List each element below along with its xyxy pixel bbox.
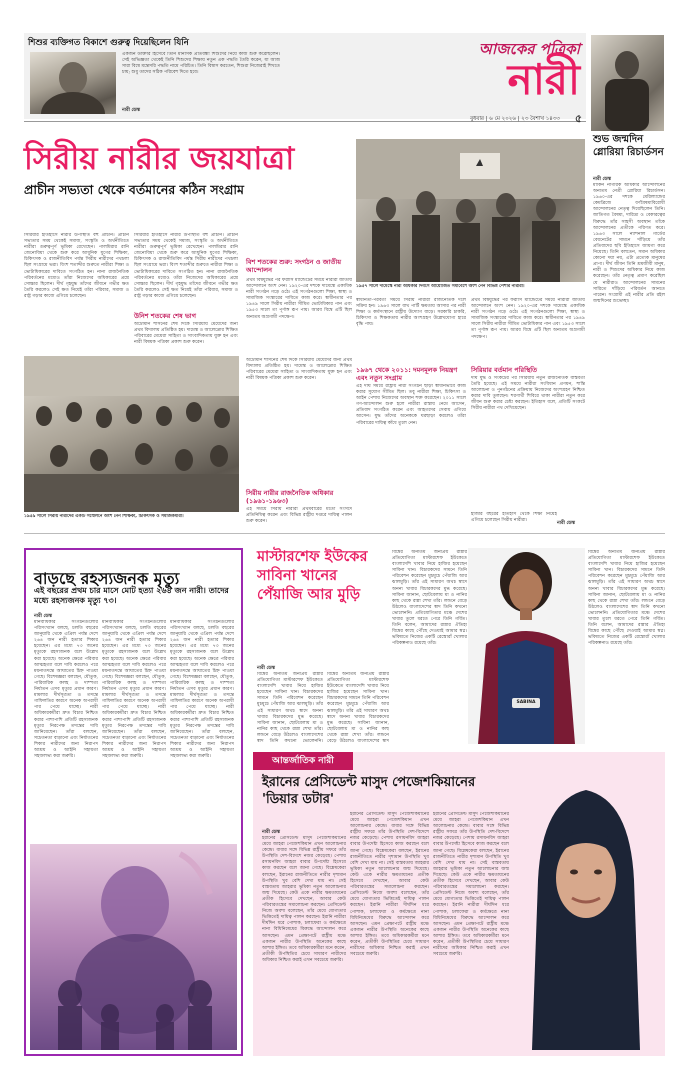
lead-body-6: এই দীর্ঘ সময়ে রাষ্ট্রীয় নারী সংগঠন ছাড়া স্বাধীনভাবে কাজ করার সুযোগ সীমিত ছিল। তবু নারীরা শিক্ষা, চিকিৎসা ও আইন পেশায় নিজেদের অবস্থান শক্ত করেছেন। ২০১১ সালে গণ-আন্দোলন শুরু হলে নারীরা রাস্তায় নেমে আসেন, প্রতিবাদ সংগঠিত করেন এবং আহতদের সেবায় এগিয়ে আসেন। যুদ্ধ তাঁদের অনেককে ঘরছাড়া করলেও তাঁরা পরিবারের দায়িত্ব কাঁধে তুলে নেন।	[356, 384, 466, 426]
iran-kicker: আন্তর্জাতিক নারী	[253, 752, 353, 770]
lead-title: সিরীয় নারীর জয়যাত্রা	[24, 141, 295, 177]
lead-subtitle: প্রাচীন সভ্যতা থেকে বর্তমানের কঠিন সংগ্রাম	[24, 182, 244, 197]
chef-credit: নারী ডেস্ক	[257, 666, 276, 671]
deaths-body-2: মানবাধিকার সংগঠনগুলোর পরিসংখ্যান বলছে, চলতি বছরের জানুয়ারি থেকে এপ্রিল পর্যন্ত দেশে ২৬৪ জন নারী হত্যার শিকার হয়েছেন। এর মধ্যে ৭৩ জনের মৃত্যুকে রহস্যজনক বলে উল্লেখ করা হয়েছে। অনেক ক্ষেত্রে পরিবার আত্মহত্যা বলে দাবি করলেও পরে ময়নাতদন্তে আঘাতের চিহ্ন পাওয়া গেছে। বিশেষজ্ঞরা বলছেন, যৌতুক, পারিবারিক কলহ ও দাম্পত্য নির্যাতন এসব মৃত্যুর প্রধান কারণ। মামলার দীর্ঘসূত্রতা ও তদন্তে গাফিলতির কারণে অনেক অপরাধী পার পেয়ে যাচ্ছে। নারী অধিকারকর্মীরা দ্রুত বিচার নিশ্চিত করার পাশাপাশি প্রতিটি রহস্যজনক মৃত্যুর নিরপেক্ষ তদন্তের দাবি জানিয়েছেন। তাঁরা বলছেন, সচেতনতা বাড়ানো এবং নির্যাতনের শিকার নারীদের জন্য নিরাপদ আশ্রয় ও আইনি সহায়তা সহজলভ্য করা জরুরি।	[102, 620, 166, 760]
lead-body-2a: সিরিয়ার ইতিহাসে নারীর উপস্থিতি বহু প্রাচীন। প্রাচীন সভ্যতার সময় থেকেই সমাজ, সংস্কৃতি ও অর্থনীতিতে নারীরা গুরুত্বপূর্ণ ভূমিকা রেখেছেন। পালমিরার রানি জেনোবিয়া থেকে শুরু করে আধুনিক যুগের শিক্ষিকা, চিকিৎসক ও রাজনীতিবিদ পর্যন্ত সিরীয় নারীদের পথচলা ছিল সংগ্রামে ভরা। বিংশ শতাব্দীর শুরুতে নারীরা শিক্ষা ও ভোটাধিকারের দাবিতে সংগঠিত হন। নানা রাজনৈতিক পরিবর্তনের মধ্যেও তাঁরা নিজেদের অধিকারের প্রশ্নে সোচ্চার ছিলেন। দীর্ঘ গৃহযুদ্ধ তাঁদের জীবনে গভীর ক্ষত তৈরি করলেও সেই ক্ষত নিয়েই তাঁরা পরিবার, সমাজ ও রাষ্ট্র গড়ার কাজে এগিয়ে চলেছেন।	[134, 233, 238, 299]
paper-logo: আজকের পত্রিকা	[478, 40, 580, 58]
deaths-illustration	[30, 844, 237, 1050]
chef-photo	[468, 548, 585, 744]
page-number: ৫	[574, 112, 582, 125]
lead-body-7: দীর্ঘ যুদ্ধ ও সংকটের পর সিরিয়ায় নতুন রাজনৈতিক বাস্তবতা তৈরি হয়েছে। এই সময়ে নারীরা সংবিধান প্রণয়ন, শান্তি আলোচনা ও পুনর্গঠনের প্রক্রিয়ায় নিজেদের অংশগ্রহণ নিশ্চিত করার দাবি তুলছেন। শরণার্থী শিবিরে থাকা নারীরা নতুন করে জীবন শুরু করার চেষ্টা করছেন। ইতিহাস বলে, প্রতিটি সংকটে সিরীয় নারীরা পথ দেখিয়েছেন।	[471, 376, 585, 412]
divider-mid	[24, 533, 665, 534]
deaths-credit: নারী ডেস্ক	[34, 614, 53, 619]
iran-title: ইরানের প্রেসিডেন্ট মাসুদ পেজেশকিয়ানের 'ডিয়ার ডটার'	[262, 775, 476, 807]
lead-body-3: প্রথম বিশ্বযুদ্ধের পর ফরাসি ম্যান্ডেটের সময়ে নারীরা জাতীয় আন্দোলনে অংশ নেন। ১৯২০-এর দশকে দামেস্কে একাধিক নারী সংগঠন গড়ে ওঠে। এই সংগঠনগুলো শিক্ষা, স্বাস্থ্য ও সামাজিক সংস্কারের দাবিতে কাজ করে। স্বাধীনতার পর ১৯৪৯ সালে সিরীয় নারীরা সীমিত ভোটাধিকার পান এবং ১৯৫৩ সালে তা পূর্ণাঙ্গ রূপ পায়। আরব বিশ্বে এটি ছিল অন্যতম অগ্রগামী পদক্ষেপ।	[246, 278, 352, 320]
section-title: নারী	[507, 55, 580, 104]
deaths-body-1: মানবাধিকার সংগঠনগুলোর পরিসংখ্যান বলছে, চলতি বছরের জানুয়ারি থেকে এপ্রিল পর্যন্ত দেশে ২৬৪ জন নারী হত্যার শিকার হয়েছেন। এর মধ্যে ৭৩ জনের মৃত্যুকে রহস্যজনক বলে উল্লেখ করা হয়েছে। অনেক ক্ষেত্রে পরিবার আত্মহত্যা বলে দাবি করলেও পরে ময়নাতদন্তে আঘাতের চিহ্ন পাওয়া গেছে। বিশেষজ্ঞরা বলছেন, যৌতুক, পারিবারিক কলহ ও দাম্পত্য নির্যাতন এসব মৃত্যুর প্রধান কারণ। মামলার দীর্ঘসূত্রতা ও তদন্তে গাফিলতির কারণে অনেক অপরাধী পার পেয়ে যাচ্ছে। নারী অধিকারকর্মীরা দ্রুত বিচার নিশ্চিত করার পাশাপাশি প্রতিটি রহস্যজনক মৃত্যুর নিরপেক্ষ তদন্তের দাবি জানিয়েছেন। তাঁরা বলছেন, সচেতনতা বাড়ানো এবং নির্যাতনের শিকার নারীদের জন্য নিরাপদ আশ্রয় ও আইনি সহায়তা সহজলভ্য করা জরুরি।	[34, 620, 98, 760]
top-quote-title: শিশুর ব্যক্তিগত বিকাশে গুরুত্ব দিয়েছিলেন যিনি	[28, 38, 189, 48]
lead-footnote: হাজার বছরের ইতিহাস থেকে শিক্ষা নিয়েই এগিয়ে চলেছেন সিরীয় নারীরা।	[471, 512, 557, 524]
chef-body-3: বিশ্বের অন্যতম জনপ্রিয় রান্নার প্রতিযোগিতা মাস্টারশেফ ইউকেতে বাংলাদেশি খাবার নিয়ে হাজির হয়েছেন সাবিনা খান। বিচারকদের সামনে তিনি পরিবেশন করেছেন মুচমুচে পেঁয়াজি আর ঝালমুড়ি। তাঁর এই সাধারণ অথচ স্বাদে অনন্য খাবার বিচারকদের মুগ্ধ করেছে। সাবিনা জানান, ছোটবেলায় মা ও নানির কাছ থেকে রান্না শেখা তাঁর। লন্ডনে বেড়ে উঠলেও বাংলাদেশের স্বাদ তিনি কখনো ভোলেননি। প্রতিযোগিতার মঞ্চে দেশের খাবার তুলে ধরতে পেরে তিনি গর্বিত। তিনি বলেন, আমাদের রান্নার ঐতিহ্য বিশ্বের কাছে পৌঁছে দেওয়াই আমার স্বপ্ন। ভবিষ্যতে নিজের একটি রেস্তোরাঁ খোলার পরিকল্পনাও রয়েছে তাঁর।	[392, 550, 467, 647]
lead-body-1: সিরিয়ার ইতিহাসে নারীর উপস্থিতি বহু প্রাচীন। প্রাচীন সভ্যতার সময় থেকেই সমাজ, সংস্কৃতি ও অর্থনীতিতে নারীরা গুরুত্বপূর্ণ ভূমিকা রেখেছেন। পালমিরার রানি জেনোবিয়া থেকে শুরু করে আধুনিক যুগের শিক্ষিকা, চিকিৎসক ও রাজনীতিবিদ পর্যন্ত সিরীয় নারীদের পথচলা ছিল সংগ্রামে ভরা। বিংশ শতাব্দীর শুরুতে নারীরা শিক্ষা ও ভোটাধিকারের দাবিতে সংগঠিত হন। নানা রাজনৈতিক পরিবর্তনের মধ্যেও তাঁরা নিজেদের অধিকারের প্রশ্নে সোচ্চার ছিলেন। দীর্ঘ গৃহযুদ্ধ তাঁদের জীবনে গভীর ক্ষত তৈরি করলেও সেই ক্ষত নিয়েই তাঁরা পরিবার, সমাজ ও রাষ্ট্র গড়ার কাজে এগিয়ে চলেছেন।	[24, 233, 129, 299]
section-ancient: উনিশ শতকের শেষ ভাগ	[134, 312, 196, 320]
chef-body-4: বিশ্বের অন্যতম জনপ্রিয় রান্নার প্রতিযোগিতা মাস্টারশেফ ইউকেতে বাংলাদেশি খাবার নিয়ে হাজির হয়েছেন সাবিনা খান। বিচারকদের সামনে তিনি পরিবেশন করেছেন মুচমুচে পেঁয়াজি আর ঝালমুড়ি। তাঁর এই সাধারণ অথচ স্বাদে অনন্য খাবার বিচারকদের মুগ্ধ করেছে। সাবিনা জানান, ছোটবেলায় মা ও নানির কাছ থেকে রান্না শেখা তাঁর। লন্ডনে বেড়ে উঠলেও বাংলাদেশের স্বাদ তিনি কখনো ভোলেননি। প্রতিযোগিতার মঞ্চে দেশের খাবার তুলে ধরতে পেরে তিনি গর্বিত। তিনি বলেন, আমাদের রান্নার ঐতিহ্য বিশ্বের কাছে পৌঁছে দেওয়াই আমার স্বপ্ন। ভবিষ্যতে নিজের একটি রেস্তোরাঁ খোলার পরিকল্পনাও রয়েছে তাঁর।	[588, 550, 665, 647]
top-quote-body: একজন ডাক্তার হিসেবে তিনি মানসিক প্রতিবন্ধী শিশুদের নিয়ে কাজ শুরু করেছিলেন। সেই অভিজ্ঞতা থেকেই তিনি শিশুদের শিক্ষায় নতুন এক পদ্ধতি তৈরি করেন, যা আজ সারা বিশ্বে মন্তেসরি পদ্ধতি নামে পরিচিত। তিনি বিশ্বাস করতেন, শিশুরা নিজেরাই শিখতে চায়; শুধু তাদের সঠিক পরিবেশ দিতে হবে।	[122, 52, 280, 76]
top-quote-credit: নারী ডেস্ক	[122, 108, 141, 113]
section-politics: সিরীয় নারীর রাজনৈতিক অধিকার (১৯৬১-১৯৬৩)	[246, 489, 334, 505]
lead-photo-conference	[24, 356, 239, 512]
birthday-title: শুভ জন্মদিন গ্লোরিয়া রিচার্ডসন	[593, 134, 664, 158]
birthday-body: মার্কিন নাগরিক অধিকার আন্দোলনের অন্যতম নেত্রী গ্লোরিয়া রিচার্ডসন। ১৯৬০-এর দশকে মেরিল্যান্ডের কেমব্রিজে বর্ণবৈষম্যবিরোধী আন্দোলনের নেতৃত্ব দিয়েছিলেন তিনি। জাতিগত বৈষম্য, দারিদ্র্য ও বেকারত্বের বিরুদ্ধে তাঁর সাহসী অবস্থান তাঁকে আন্দোলনের প্রতীকে পরিণত করে। ১৯৬৩ সালে ন্যাশনাল গার্ডের বেয়নেটের সামনে দাঁড়িয়ে তাঁর প্রতিবাদের ছবি ইতিহাসে জায়গা করে নিয়েছে। তিনি বলতেন, সমান অধিকার কোনো দয়া নয়, এটা প্রত্যেক মানুষের প্রাপ্য। দীর্ঘ জীবন তিনি শ্রমজীবী মানুষ, নারী ও শিশুদের অধিকার নিয়ে কাজ করেছেন। তাঁর নেতৃত্ব প্রমাণ করেছিল যে নারীরাও আন্দোলনের সামনের সারিতে দাঁড়িয়ে পরিবর্তন আনতে পারেন। সংগ্রামী এই নারীর প্রতি রইল জন্মদিনের শুভেচ্ছা।	[593, 183, 665, 304]
chef-name-badge: SABINA	[516, 700, 536, 705]
top-quote-portrait	[30, 52, 116, 114]
chef-body-2: বিশ্বের অন্যতম জনপ্রিয় রান্নার প্রতিযোগিতা মাস্টারশেফ ইউকেতে বাংলাদেশি খাবার নিয়ে হাজির হয়েছেন সাবিনা খান। বিচারকদের সামনে তিনি পরিবেশন করেছেন মুচমুচে পেঁয়াজি আর ঝালমুড়ি। তাঁর এই সাধারণ অথচ স্বাদে অনন্য খাবার বিচারকদের মুগ্ধ করেছে। সাবিনা জানান, ছোটবেলায় মা ও নানির কাছ থেকে রান্না শেখা তাঁর। লন্ডনে বেড়ে উঠলেও বাংলাদেশের স্বাদ	[327, 672, 389, 744]
lead-footnote-credit: নারী ডেস্ক	[557, 521, 576, 526]
lead-body-6b: প্রথম বিশ্বযুদ্ধের পর ফরাসি ম্যান্ডেটের সময়ে নারীরা জাতীয় আন্দোলনে অংশ নেন। ১৯২০-এর দশকে দামেস্কে একাধিক নারী সংগঠন গড়ে ওঠে। এই সংগঠনগুলো শিক্ষা, স্বাস্থ্য ও সামাজিক সংস্কারের দাবিতে কাজ করে। স্বাধীনতার পর ১৯৪৯ সালে সিরীয় নারীরা সীমিত ভোটাধিকার পান এবং ১৯৫৩ সালে তা পূর্ণাঙ্গ রূপ পায়। আরব বিশ্বে এটি ছিল অন্যতম অগ্রগামী পদক্ষেপ।	[471, 298, 585, 340]
section-1967: ১৯৬৭ থেকে ২০১১: দমনমূলক নিয়ন্ত্রণ এবং নতুন সংগ্রাম	[356, 366, 458, 382]
lead-caption-bottom: ১৯৫৯ সালে সিরীয় নারীদের একটি সম্মেলনে অংশ নেন শিক্ষিকা, চিকিৎসক ও সমাজকর্মীরা।	[24, 514, 184, 519]
iran-credit: নারী ডেস্ক	[262, 830, 281, 835]
birthday-credit: নারী ডেস্ক	[593, 177, 612, 182]
section-now: সিরিয়ার বর্তমান পরিস্থিতি	[471, 366, 538, 374]
iran-body-3: ইরানের প্রেসিডেন্ট মাসুদ পেজেশকিয়ানের মেয়ে জাহরা পেজেশকিয়ান এখন আলোচনার কেন্দ্রে। বাবার সঙ্গে বিভিন্ন রাষ্ট্রীয় সফরে তাঁর উপস্থিতি দেশ-বিদেশে নজর কেড়েছে। পেশায় রসায়নবিদ জাহরা বাবার উপদেষ্টা হিসেবে কাজ করছেন বলে জানা গেছে। বিশ্লেষকেরা বলছেন, ইরানের রাজনীতিতে নারীর দৃশ্যমান উপস্থিতি খুব বেশি দেখা যায় না। সেই বাস্তবতায় জাহরার ভূমিকা নতুন আলোচনার জন্ম দিয়েছে। কেউ একে নারীর ক্ষমতায়নের প্রতীক হিসেবে দেখছেন, আবার কেউ পরিবারতন্ত্রের সমালোচনা করছেন। প্রেসিডেন্ট নিজে অবশ্য বলেছেন, তাঁর মেয়ে যোগ্যতার ভিত্তিতেই দায়িত্ব পালন করছেন। ইরানি নারীরা দীর্ঘদিন ধরে পোশাক, চলাফেরা ও কর্মক্ষেত্রে নানা বিধিনিষেধের বিরুদ্ধে আন্দোলন করে আসছেন। এমন প্রেক্ষাপটে রাষ্ট্রীয় মঞ্চে একজন নারীর উপস্থিতি অনেকের কাছে আশার ইঙ্গিত। তবে অধিকারকর্মীরা মনে করেন, প্রতীকী উপস্থিতির চেয়ে সাধারণ নারীদের অধিকার নিশ্চিত করাই এখন সবচেয়ে জরুরি।	[433, 812, 509, 958]
issue-date: বুধবার | ৬ মে ২০২৬ | ২৩ বৈশাখ ১৪৩৩	[470, 116, 560, 122]
lead-body-2b: অটোমান শাসনের শেষ দিকে সিরিয়ায় মেয়েদের জন্য প্রথম বিদ্যালয় প্রতিষ্ঠিত হয়। দামেস্ক ও আলেপ্পোর শিক্ষিত পরিবারের মেয়েরা সাহিত্য ও সাংবাদিকতায় যুক্ত হন এবং নারী বিষয়ক পত্রিকা প্রকাশ শুরু করেন।	[134, 322, 238, 346]
lead-photo-rally	[356, 139, 585, 282]
lead-caption-top: ১৯৫৭ সালে দামেস্কে নারী অধিকার দিবসে আয়োজিত সমাবেশে অংশ নেন বিভিন্ন পেশার নারীরা।	[356, 284, 525, 289]
lead-body-5: স্বাধীনতা-পরবর্তী সময়ে সিরীয় নারীরা রাজনৈতিক দলে সক্রিয় হন। ১৯৬৩ সালে বাথ পার্টি ক্ষমতায় আসার পর নারী শিক্ষা ও কর্মসংস্থানে রাষ্ট্রীয় উদ্যোগ বাড়ে। সরকারি চাকরি, চিকিৎসা ও শিক্ষকতায় নারীর অংশগ্রহণ উল্লেখযোগ্য হারে বৃদ্ধি পায়।	[356, 298, 466, 328]
deaths-body-3: মানবাধিকার সংগঠনগুলোর পরিসংখ্যান বলছে, চলতি বছরের জানুয়ারি থেকে এপ্রিল পর্যন্ত দেশে ২৬৪ জন নারী হত্যার শিকার হয়েছেন। এর মধ্যে ৭৩ জনের মৃত্যুকে রহস্যজনক বলে উল্লেখ করা হয়েছে। অনেক ক্ষেত্রে পরিবার আত্মহত্যা বলে দাবি করলেও পরে ময়নাতদন্তে আঘাতের চিহ্ন পাওয়া গেছে। বিশেষজ্ঞরা বলছেন, যৌতুক, পারিবারিক কলহ ও দাম্পত্য নির্যাতন এসব মৃত্যুর প্রধান কারণ। মামলার দীর্ঘসূত্রতা ও তদন্তে গাফিলতির কারণে অনেক অপরাধী পার পেয়ে যাচ্ছে। নারী অধিকারকর্মীরা দ্রুত বিচার নিশ্চিত করার পাশাপাশি প্রতিটি রহস্যজনক মৃত্যুর নিরপেক্ষ তদন্তের দাবি জানিয়েছেন। তাঁরা বলছেন, সচেতনতা বাড়ানো এবং নির্যাতনের শিকার নারীদের জন্য নিরাপদ আশ্রয় ও আইনি সহায়তা সহজলভ্য করা জরুরি।	[170, 620, 234, 760]
lead-body-3b: অটোমান শাসনের শেষ দিকে সিরিয়ায় মেয়েদের জন্য প্রথম বিদ্যালয় প্রতিষ্ঠিত হয়। দামেস্ক ও আলেপ্পোর শিক্ষিত পরিবারের মেয়েরা সাহিত্য ও সাংবাদিকতায় যুক্ত হন এবং নারী বিষয়ক পত্রিকা প্রকাশ শুরু করেন।	[246, 358, 352, 382]
section-20c: বিশ শতকের শুরু: সংগঠন ও জাতীয় আন্দোলন	[246, 258, 342, 274]
chef-body-1: বিশ্বের অন্যতম জনপ্রিয় রান্নার প্রতিযোগিতা মাস্টারশেফ ইউকেতে বাংলাদেশি খাবার নিয়ে হাজির হয়েছেন সাবিনা খান। বিচারকদের সামনে তিনি পরিবেশন করেছেন মুচমুচে পেঁয়াজি আর ঝালমুড়ি। তাঁর এই সাধারণ অথচ স্বাদে অনন্য খাবার বিচারকদের মুগ্ধ করেছে। সাবিনা জানান, ছোটবেলায় মা ও নানির কাছ থেকে রান্না শেখা তাঁর। লন্ডনে বেড়ে উঠলেও বাংলাদেশের স্বাদ তিনি কখনো ভোলেননি।	[257, 672, 323, 744]
iran-body-1: ইরানের প্রেসিডেন্ট মাসুদ পেজেশকিয়ানের মেয়ে জাহরা পেজেশকিয়ান এখন আলোচনার কেন্দ্রে। বাবার সঙ্গে বিভিন্ন রাষ্ট্রীয় সফরে তাঁর উপস্থিতি দেশ-বিদেশে নজর কেড়েছে। পেশায় রসায়নবিদ জাহরা বাবার উপদেষ্টা হিসেবে কাজ করছেন বলে জানা গেছে। বিশ্লেষকেরা বলছেন, ইরানের রাজনীতিতে নারীর দৃশ্যমান উপস্থিতি খুব বেশি দেখা যায় না। সেই বাস্তবতায় জাহরার ভূমিকা নতুন আলোচনার জন্ম দিয়েছে। কেউ একে নারীর ক্ষমতায়নের প্রতীক হিসেবে দেখছেন, আবার কেউ পরিবারতন্ত্রের সমালোচনা করছেন। প্রেসিডেন্ট নিজে অবশ্য বলেছেন, তাঁর মেয়ে যোগ্যতার ভিত্তিতেই দায়িত্ব পালন করছেন। ইরানি নারীরা দীর্ঘদিন ধরে পোশাক, চলাফেরা ও কর্মক্ষেত্রে নানা বিধিনিষেধের বিরুদ্ধে আন্দোলন করে আসছেন। এমন প্রেক্ষাপটে রাষ্ট্রীয় মঞ্চে একজন নারীর উপস্থিতি অনেকের কাছে আশার ইঙ্গিত। তবে অধিকারকর্মীরা মনে করেন, প্রতীকী উপস্থিতির চেয়ে সাধারণ নারীদের অধিকার নিশ্চিত করাই এখন সবচেয়ে জরুরি।	[262, 836, 346, 963]
iran-body-2: ইরানের প্রেসিডেন্ট মাসুদ পেজেশকিয়ানের মেয়ে জাহরা পেজেশকিয়ান এখন আলোচনার কেন্দ্রে। বাবার সঙ্গে বিভিন্ন রাষ্ট্রীয় সফরে তাঁর উপস্থিতি দেশ-বিদেশে নজর কেড়েছে। পেশায় রসায়নবিদ জাহরা বাবার উপদেষ্টা হিসেবে কাজ করছেন বলে জানা গেছে। বিশ্লেষকেরা বলছেন, ইরানের রাজনীতিতে নারীর দৃশ্যমান উপস্থিতি খুব বেশি দেখা যায় না। সেই বাস্তবতায় জাহরার ভূমিকা নতুন আলোচনার জন্ম দিয়েছে। কেউ একে নারীর ক্ষমতায়নের প্রতীক হিসেবে দেখছেন, আবার কেউ পরিবারতন্ত্রের সমালোচনা করছেন। প্রেসিডেন্ট নিজে অবশ্য বলেছেন, তাঁর মেয়ে যোগ্যতার ভিত্তিতেই দায়িত্ব পালন করছেন। ইরানি নারীরা দীর্ঘদিন ধরে পোশাক, চলাফেরা ও কর্মক্ষেত্রে নানা বিধিনিষেধের বিরুদ্ধে আন্দোলন করে আসছেন। এমন প্রেক্ষাপটে রাষ্ট্রীয় মঞ্চে একজন নারীর উপস্থিতি অনেকের কাছে আশার ইঙ্গিত। তবে অধিকারকর্মীরা মনে করেন, প্রতীকী উপস্থিতির চেয়ে সাধারণ নারীদের অধিকার নিশ্চিত করাই এখন সবচেয়ে জরুরি।	[350, 812, 429, 958]
iran-photo	[512, 760, 660, 1050]
deaths-subtitle: এই বছরের প্রথম চার মাসে মোট হত্যা ২৬৪ জন নারী। তাদের মধ্যে রহস্যজনক মৃত্যু ৭৩।	[34, 586, 229, 605]
birthday-photo	[591, 35, 664, 131]
deaths-title: বাড়ছে রহস্যজনক মৃত্যু	[34, 569, 180, 588]
lead-body-4: এই সময়ে সিরীয় নারীরা প্রথমবারের মতো সংসদে প্রতিনিধিত্ব করেন এবং বিভিন্ন রাষ্ট্রীয় দপ্তরে দায়িত্ব পালন শুরু করেন।	[246, 507, 352, 525]
chef-title: মাস্টারশেফ ইউকের সাবিনা খানের পেঁয়াজি আর মুড়ি	[257, 549, 368, 603]
